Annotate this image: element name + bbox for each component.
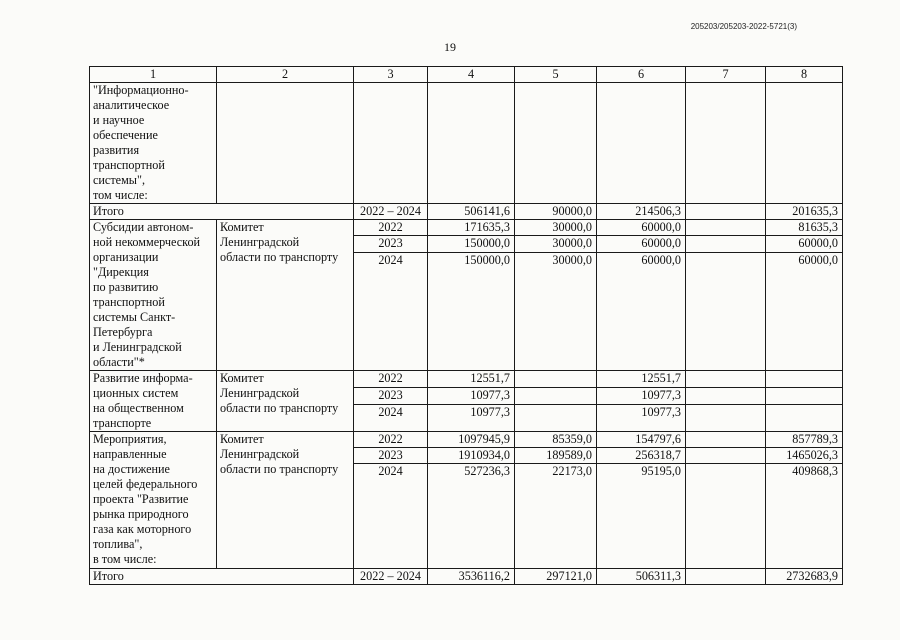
value-cell: 12551,7 — [428, 371, 515, 388]
value-cell: 409868,3 — [766, 464, 843, 569]
value-cell: 60000,0 — [597, 236, 686, 252]
value-cell: 81635,3 — [766, 220, 843, 236]
executor-cell: Комитет Ленинградской области по транспорту — [217, 432, 354, 569]
value-cell — [515, 371, 597, 388]
value-cell — [686, 204, 766, 220]
table-row — [90, 432, 843, 448]
value-cell — [686, 387, 766, 404]
value-cell — [515, 387, 597, 404]
total-row — [90, 204, 843, 220]
value-cell — [686, 220, 766, 236]
value-cell: 297121,0 — [515, 569, 597, 585]
value-cell — [515, 404, 597, 431]
year-cell: 2022 — [354, 371, 428, 388]
value-cell — [766, 371, 843, 388]
value-cell: 10977,3 — [597, 404, 686, 431]
value-cell: 30000,0 — [515, 252, 597, 370]
year-cell: 2022 — [354, 432, 428, 448]
value-cell: 2732683,9 — [766, 569, 843, 585]
header-cell: 6 — [597, 67, 686, 83]
header-cell: 5 — [515, 67, 597, 83]
value-cell: 857789,3 — [766, 432, 843, 448]
value-cell: 90000,0 — [515, 204, 597, 220]
value-cell: 60000,0 — [597, 220, 686, 236]
activity-name-cell: Мероприятия, направленные на достижение целей федерального проекта "Развитие рынка природного газа как моторного топлива", в том числе: — [90, 432, 217, 569]
period-cell: 2022 – 2024 — [354, 569, 428, 585]
value-cell: 506311,3 — [597, 569, 686, 585]
value-cell: 1097945,9 — [428, 432, 515, 448]
value-cell — [686, 432, 766, 448]
value-cell: 60000,0 — [766, 252, 843, 370]
value-cell: 154797,6 — [597, 432, 686, 448]
value-cell: 150000,0 — [428, 236, 515, 252]
year-cell: 2022 — [354, 220, 428, 236]
value-cell: 1910934,0 — [428, 448, 515, 464]
value-cell: 150000,0 — [428, 252, 515, 370]
year-cell: 2024 — [354, 464, 428, 569]
header-cell: 3 — [354, 67, 428, 83]
financing-table — [89, 66, 843, 585]
value-cell: 10977,3 — [428, 387, 515, 404]
value-cell: 3536116,2 — [428, 569, 515, 585]
value-cell: 1465026,3 — [766, 448, 843, 464]
total-row — [90, 569, 843, 585]
header-cell: 1 — [90, 67, 217, 83]
value-cell: 95195,0 — [597, 464, 686, 569]
year-cell: 2024 — [354, 252, 428, 370]
value-cell: 214506,3 — [597, 204, 686, 220]
year-cell: 2023 — [354, 387, 428, 404]
value-cell: 189589,0 — [515, 448, 597, 464]
header-cell: 4 — [428, 67, 515, 83]
value-cell — [686, 448, 766, 464]
value-cell: 527236,3 — [428, 464, 515, 569]
executor-cell: Комитет Ленинградской области по транспорту — [217, 220, 354, 371]
value-cell — [766, 387, 843, 404]
total-label: Итого — [90, 569, 354, 585]
value-cell: 506141,6 — [428, 204, 515, 220]
total-label: Итого — [90, 204, 354, 220]
value-cell — [766, 404, 843, 431]
year-cell: 2023 — [354, 236, 428, 252]
value-cell: 30000,0 — [515, 220, 597, 236]
value-cell: 201635,3 — [766, 204, 843, 220]
period-cell: 2022 – 2024 — [354, 204, 428, 220]
header-cell: 8 — [766, 67, 843, 83]
value-cell: 30000,0 — [515, 236, 597, 252]
value-cell: 10977,3 — [597, 387, 686, 404]
header-cell: 7 — [686, 67, 766, 83]
table-row — [90, 220, 843, 236]
value-cell: 60000,0 — [766, 236, 843, 252]
value-cell: 22173,0 — [515, 464, 597, 569]
value-cell — [686, 464, 766, 569]
activity-name-cell: "Информационно- аналитическое и научное обеспечение развития транспортной системы", том числе: — [90, 83, 217, 204]
header-row — [90, 67, 843, 83]
value-cell: 171635,3 — [428, 220, 515, 236]
intro-row — [90, 83, 843, 204]
value-cell: 85359,0 — [515, 432, 597, 448]
year-cell: 2024 — [354, 404, 428, 431]
table-row — [90, 371, 843, 388]
value-cell — [686, 404, 766, 431]
header-cell: 2 — [217, 67, 354, 83]
executor-cell: Комитет Ленинградской области по транспорту — [217, 371, 354, 432]
year-cell: 2023 — [354, 448, 428, 464]
page-number: 19 — [444, 40, 456, 54]
value-cell: 10977,3 — [428, 404, 515, 431]
value-cell: 12551,7 — [597, 371, 686, 388]
value-cell: 256318,7 — [597, 448, 686, 464]
value-cell — [686, 236, 766, 252]
value-cell: 60000,0 — [597, 252, 686, 370]
value-cell — [686, 569, 766, 585]
activity-name-cell: Субсидии автоном- ной некоммерческой организации "Дирекция по развитию транспортной системы Санкт- Петербурга и Ленинградской области"* — [90, 220, 217, 371]
value-cell — [686, 252, 766, 370]
activity-name-cell: Развитие информа- ционных систем на общественном транспорте — [90, 371, 217, 432]
value-cell — [686, 371, 766, 388]
document-id: 205203/205203-2022-5721(3) — [690, 22, 797, 31]
